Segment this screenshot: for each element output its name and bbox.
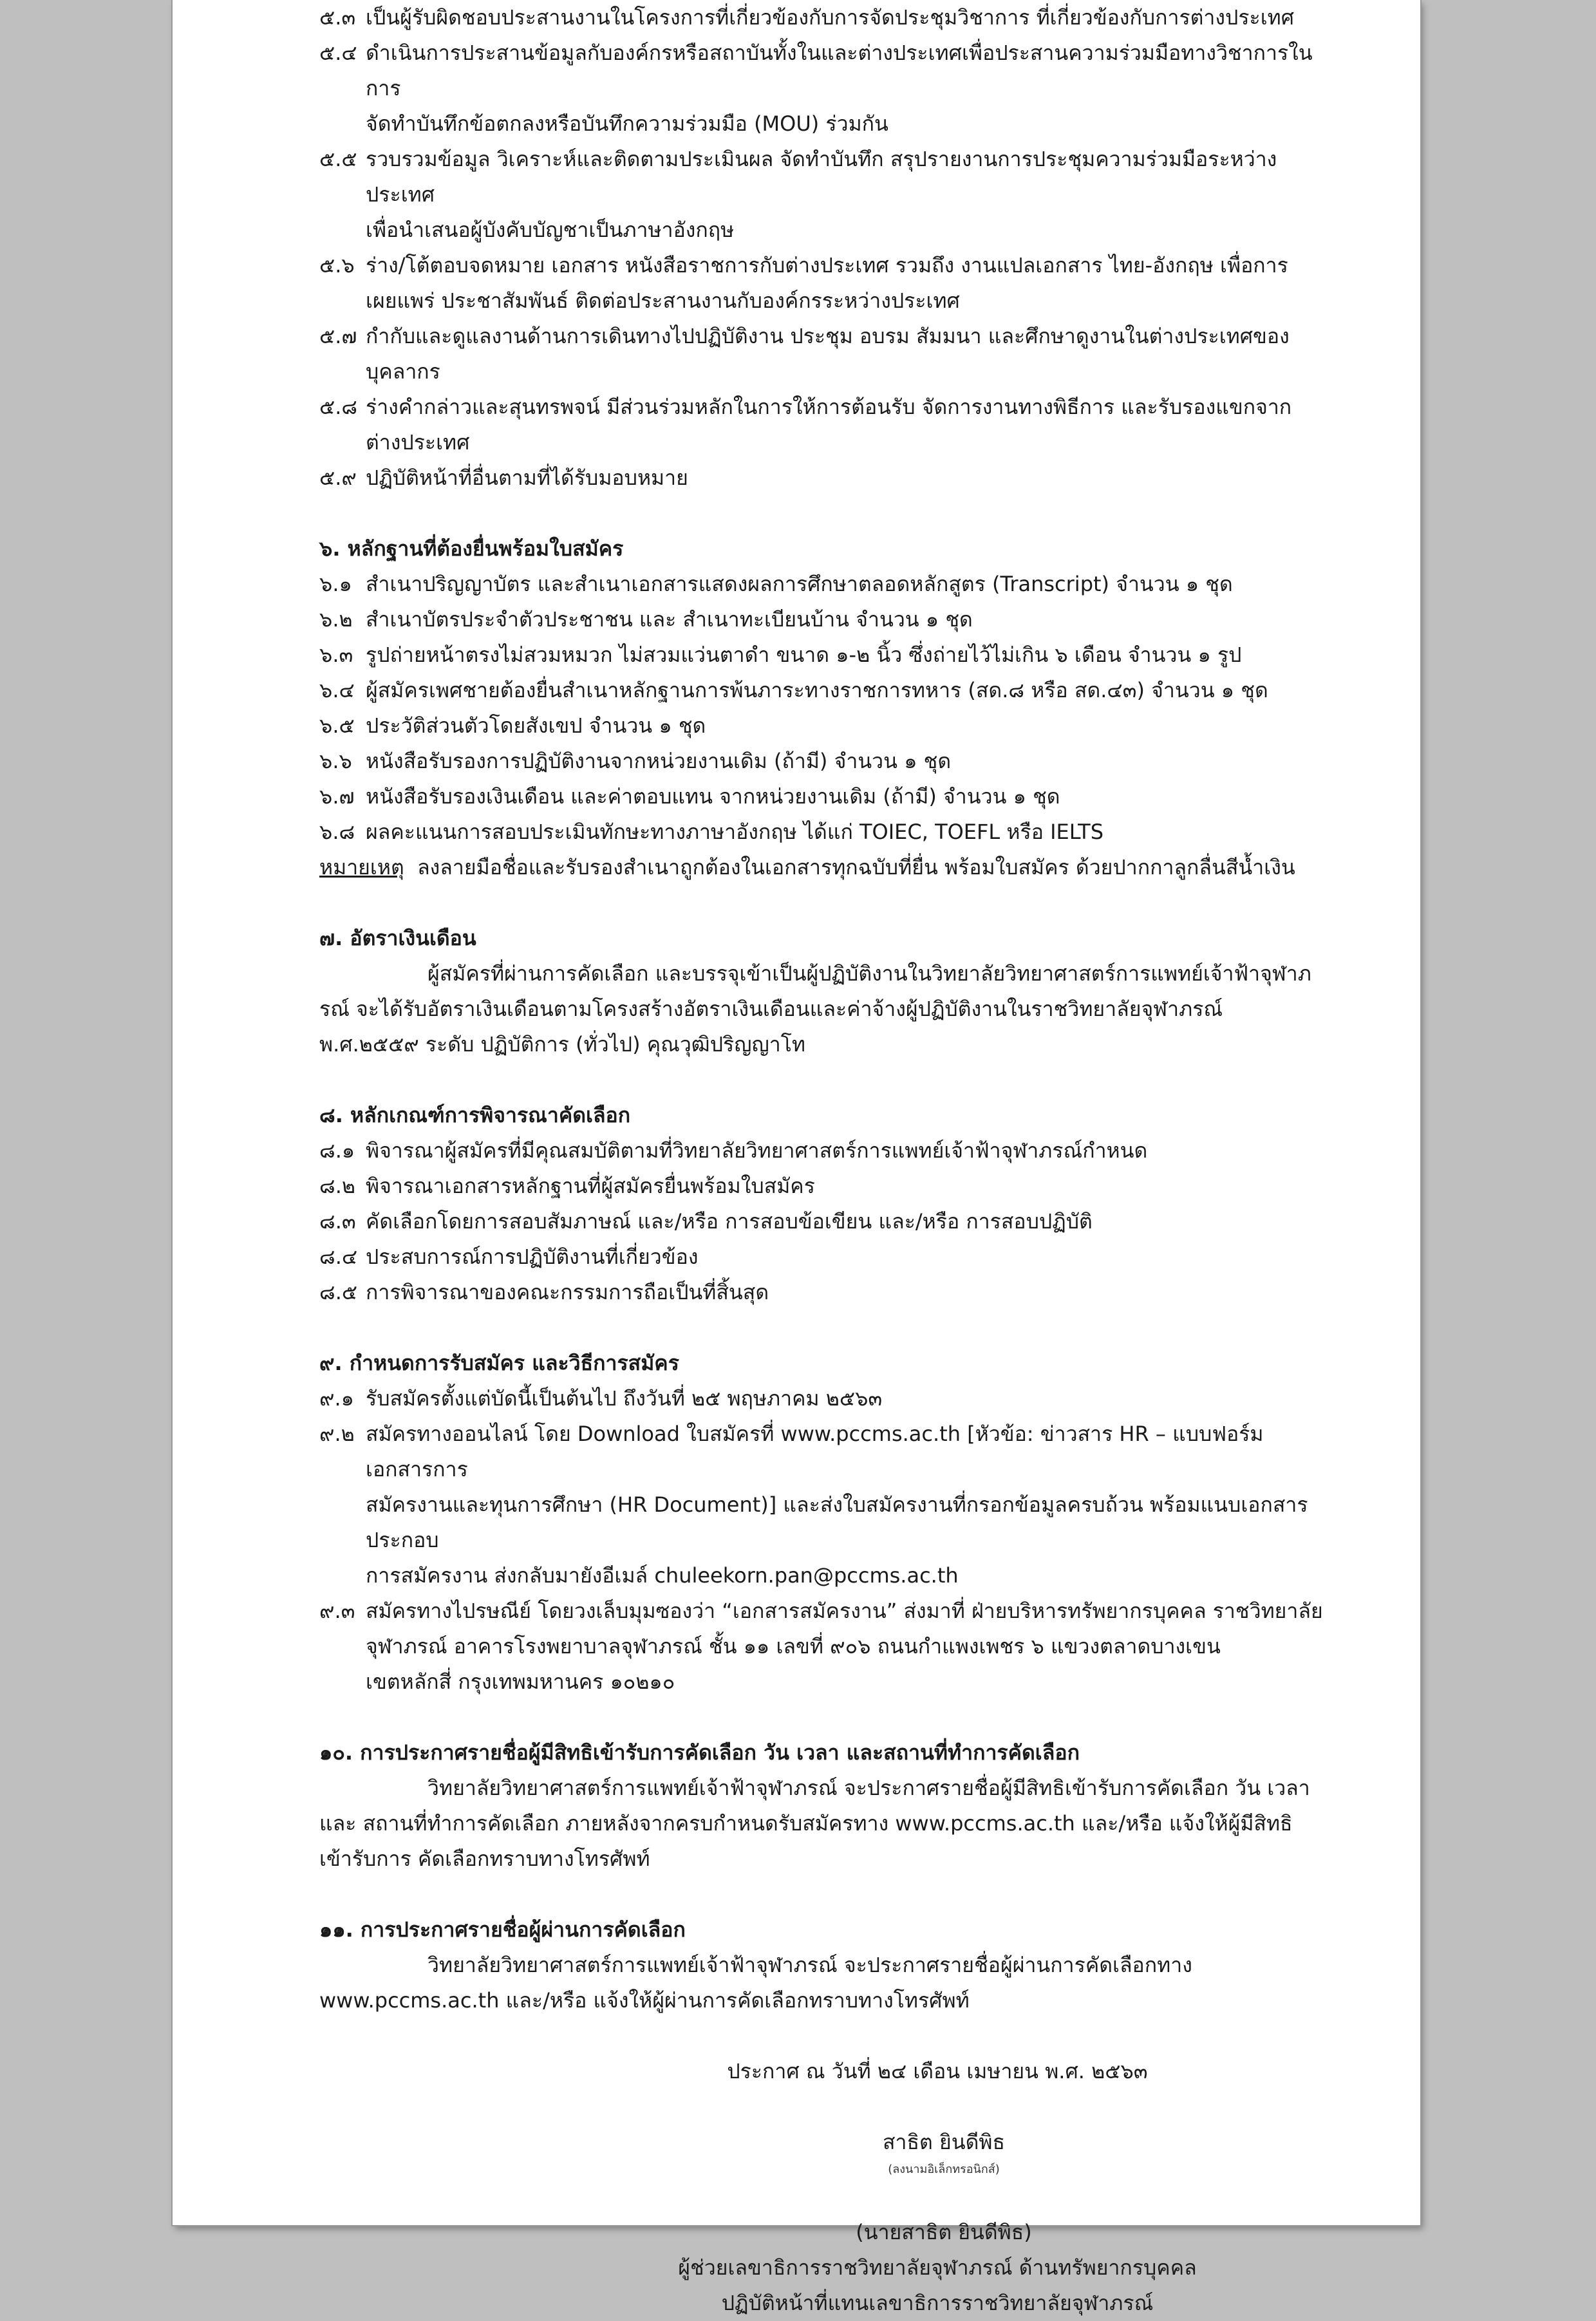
section-8-heading: ๘. หลักเกณฑ์การพิจารณาคัดเลือก [319,1103,631,1127]
section-10-heading: ๑๐. การประกาศรายชื่อผู้มีสิทธิเข้ารับการคัดเลือก วัน เวลา และสถานที่ทำการคัดเลือก [319,1740,1080,1765]
item-text: หนังสือรับรองการปฏิบัติงานจากหน่วยงานเดิม (ถ้ามี) จำนวน ๑ ชุด [366,749,952,773]
item-text: ร่างคำกล่าวและสุนทรพจน์ มีส่วนร่วมหลักในการให้การต้อนรับ จัดการงานทางพิธีการ และรับรองแขกจาก ต่างประเทศ [366,395,1292,455]
item-number: ๘.๑ [319,1138,355,1163]
section-9-item [319,1381,1324,1416]
section-11-paragraph: วิทยาลัยวิทยาศาสตร์การแพทย์เจ้าฟ้าจุฬาภรณ์ จะประกาศรายชื่อผู้ผ่านการคัดเลือกทาง www.pccms.ac.th และ/หรือ แจ้งให้ผู้ผ่านการคัดเลือกทราบทางโทรศัพท์ [319,1953,1192,2013]
item-number: ๙.๑ [319,1386,354,1411]
section-6-item [319,673,1324,708]
section-5-item [319,0,1324,35]
section-6-list [319,567,1324,850]
item-text: เป็นผู้รับผิดชอบประสานงานในโครงการที่เกี่ยวข้องกับการจัดประชุมวิชาการ ที่เกี่ยวข้องกับการต่างประเทศ [366,5,1295,30]
item-number: ๘.๔ [319,1245,358,1269]
item-text: รับสมัครตั้งแต่บัดนี้เป็นต้นไป ถึงวันที่ ๒๕ พฤษภาคม ๒๕๖๓ [366,1386,883,1411]
item-number: ๕.๔ [319,41,357,65]
item-text: ดำเนินการประสานข้อมูลกับองค์กรหรือสถาบันทั้งในและต่างประเทศเพื่อประสานความร่วมมือทางวิชาการในการ จัดทำบันทึกข้อตกลงหรือบันทึกความร่วมมือ (MOU) ร่วมกัน [366,41,1313,136]
item-text: รวบรวมข้อมูล วิเคราะห์และติดตามประเมินผล จัดทำบันทึก สรุปรายงานการประชุมความร่วมมือระหว่างประเทศ เพื่อนำเสนอผู้บังคับบัญชาเป็นภาษาอังกฤษ [366,147,1277,242]
item-text: ปฏิบัติหน้าที่อื่นตามที่ได้รับมอบหมาย [366,465,688,490]
section-9-list [319,1381,1324,1700]
section-8-item [319,1204,1324,1239]
section-5-list [319,0,1324,496]
item-number: ๘.๒ [319,1174,355,1198]
section-6-item [319,744,1324,779]
item-number: ๖.๘ [319,820,355,844]
item-text: สำเนาบัตรประจำตัวประชาชน และ สำเนาทะเบียนบ้าน จำนวน ๑ ชุด [366,607,973,632]
item-text: สมัครทางไปรษณีย์ โดยวงเล็บมุมซองว่า “เอกสารสมัครงาน” ส่งมาที่ ฝ่ายบริหารทรัพยากรบุคคล ราชวิทยาลัย จุฬาภรณ์ อาคารโรงพยาบาลจุฬาภรณ์ ชั้น ๑๑ เลขที่ ๙๐๖ ถนนกำแพงเพชร ๖ แขวงตลาดบางเขน เขตหลักสี่ กรุงเทพมหานคร ๑๐๒๑๐ [366,1599,1323,1694]
section-7-paragraph: ผู้สมัครที่ผ่านการคัดเลือก และบรรจุเข้าเป็นผู้ปฏิบัติงานในวิทยาลัยวิทยาศาสตร์การแพทย์เจ้าฟ้าจุฬาภรณ์ จะได้รับอัตราเงินเดือนตามโครงสร้างอัตราเงินเดือนและค่าจ้างผู้ปฏิบัติงานในราชวิทยาลัยจุฬาภรณ์ พ.ศ.๒๕๕๙ ระดับ ปฏิบัติการ (ทั่วไป) คุณวุฒิปริญญาโท [319,961,1311,1057]
section-5-item [319,35,1324,142]
note-label: หมายเหตุ [319,855,404,879]
item-number: ๙.๒ [319,1422,355,1446]
item-text: สำเนาปริญญาบัตร และสำเนาเอกสารแสดงผลการศึกษาตลอดหลักสูตร (Transcript) จำนวน ๑ ชุด [366,572,1233,596]
item-text: พิจารณาเอกสารหลักฐานที่ผู้สมัครยื่นพร้อมใบสมัคร [366,1174,815,1198]
section-7-heading: ๗. อัตราเงินเดือน [319,926,476,950]
item-text: คัดเลือกโดยการสอบสัมภาษณ์ และ/หรือ การสอบข้อเขียน และ/หรือ การสอบปฏิบัติ [366,1209,1093,1234]
section-5-item [319,248,1324,319]
section-5-item [319,390,1324,460]
signatory-title-1: ผู้ช่วยเลขาธิการราชวิทยาลัยจุฬาภรณ์ ด้านทรัพยากรบุคคล [678,2255,1197,2280]
item-text: ร่าง/โต้ตอบจดหมาย เอกสาร หนังสือราชการกับต่างประเทศ รวมถึง งานแปลเอกสาร ไทย-อังกฤษ เพื่อการ เผยแพร่ ประชาสัมพันธ์ ติดต่อประสานงานกับองค์กรระหว่างประเทศ [366,253,1288,313]
section-5-item [319,142,1324,248]
item-text: สมัครทางออนไลน์ โดย Download ใบสมัครที่ www.pccms.ac.th [หัวข้อ: ข่าวสาร HR – แบบฟอร์มเอกสารการ สมัครงานและทุนการศึกษา (HR Document)] และส่งใบสมัครงานที่กรอกข้อมูลครบถ้วน พร้อมแนบเอกสารประกอบ การสมัครงาน ส่งกลับมายังอีเมล์ chuleekorn.pan@pccms.ac.th [366,1422,1308,1588]
signature: สาธิต ยินดีพิธ [882,2130,1005,2154]
section-9-heading: ๙. กำหนดการรับสมัคร และวิธีการสมัคร [319,1351,679,1375]
section-6-item [319,637,1324,673]
item-number: ๖.๓ [319,643,353,667]
item-number: ๕.๖ [319,253,355,277]
page-content [319,0,1324,2321]
item-text: ประวัติส่วนตัวโดยสังเขป จำนวน ๑ ชุด [366,713,706,738]
item-number: ๖.๗ [319,784,355,809]
item-number: ๕.๕ [319,147,357,171]
item-number: ๖.๖ [319,749,352,773]
item-number: ๘.๓ [319,1209,356,1234]
item-number: ๕.๘ [319,395,358,419]
item-number: ๖.๒ [319,607,353,632]
item-text: ผลคะแนนการสอบประเมินทักษะทางภาษาอังกฤษ ได้แก่ TOIEC, TOEFL หรือ IELTS [366,820,1104,844]
section-5-item [319,319,1324,390]
section-6-item [319,602,1324,637]
signatory-title-2: ปฏิบัติหน้าที่แทนเลขาธิการราชวิทยาลัยจุฬาภรณ์ [721,2291,1154,2315]
section-6-item [319,567,1324,602]
section-6-note [319,850,1324,885]
section-9-item [319,1593,1324,1700]
section-5-item [319,460,1324,496]
note-text: ลงลายมือชื่อและรับรองสำเนาถูกต้องในเอกสารทุกฉบับที่ยื่น พร้อมใบสมัคร ด้วยปากกาลูกลื่นสีน้ำเงิน [404,855,1295,879]
item-number: ๕.๗ [319,324,357,348]
item-text: การพิจารณาของคณะกรรมการถือเป็นที่สิ้นสุด [366,1280,769,1304]
signatory-name: (นายสาธิต ยินดีพิธ) [856,2220,1032,2244]
document-page [173,0,1420,2315]
section-6-heading: ๖. หลักฐานที่ต้องยื่นพร้อมใบสมัคร [319,536,624,561]
item-text: ผู้สมัครเพศชายต้องยื่นสำเนาหลักฐานการพ้นภาระทางราชการทหาร (สด.๘ หรือ สด.๔๓) จำนวน ๑ ชุด [366,678,1268,702]
section-10-paragraph: วิทยาลัยวิทยาศาสตร์การแพทย์เจ้าฟ้าจุฬาภรณ์ จะประกาศรายชื่อผู้มีสิทธิเข้ารับการคัดเลือก วัน เวลา และ สถานที่ทำการคัดเลือก ภายหลังจากครบกำหนดรับสมัครทาง www.pccms.ac.th และ/หรือ แจ้งให้ผู้มีสิทธิเข้ารับการ คัดเลือกทราบทางโทรศัพท์ [319,1776,1310,1871]
section-8-item [319,1239,1324,1275]
section-6-item [319,779,1324,814]
item-number: ๙.๓ [319,1599,355,1623]
section-6-item [319,708,1324,744]
item-text: กำกับและดูแลงานด้านการเดินทางไปปฏิบัติงาน ประชุม อบรม สัมมนา และศึกษาดูงานในต่างประเทศของบุคลากร [366,324,1290,384]
item-text: หนังสือรับรองเงินเดือน และค่าตอบแทน จากหน่วยงานเดิม (ถ้ามี) จำนวน ๑ ชุด [366,784,1060,809]
section-8-item [319,1133,1324,1169]
section-8-list [319,1133,1324,1310]
section-8-item [319,1275,1324,1310]
section-6-item [319,814,1324,850]
announce-date: ประกาศ ณ วันที่ ๒๔ เดือน เมษายน พ.ศ. ๒๕๖๓ [727,2059,1148,2083]
section-9-item [319,1416,1324,1593]
item-number: ๕.๓ [319,5,356,30]
item-text: พิจารณาผู้สมัครที่มีคุณสมบัติตามที่วิทยาลัยวิทยาศาสตร์การแพทย์เจ้าฟ้าจุฬาภรณ์กำหนด [366,1138,1148,1163]
item-number: ๕.๙ [319,465,357,490]
item-number: ๖.๑ [319,572,352,596]
item-number: ๖.๔ [319,678,355,702]
section-8-item [319,1169,1324,1204]
section-11-heading: ๑๑. การประกาศรายชื่อผู้ผ่านการคัดเลือก [319,1917,686,1942]
item-text: ประสบการณ์การปฏิบัติงานที่เกี่ยวข้อง [366,1245,699,1269]
signature-note: (ลงนามอิเล็กทรอนิกส์) [888,2163,1000,2176]
item-text: รูปถ่ายหน้าตรงไม่สวมหมวก ไม่สวมแว่นตาดำ ขนาด ๑-๒ นิ้ว ซึ่งถ่ายไว้ไม่เกิน ๖ เดือน จำนวน ๑ รูป [366,643,1242,667]
item-number: ๖.๕ [319,713,355,738]
item-number: ๘.๕ [319,1280,358,1304]
